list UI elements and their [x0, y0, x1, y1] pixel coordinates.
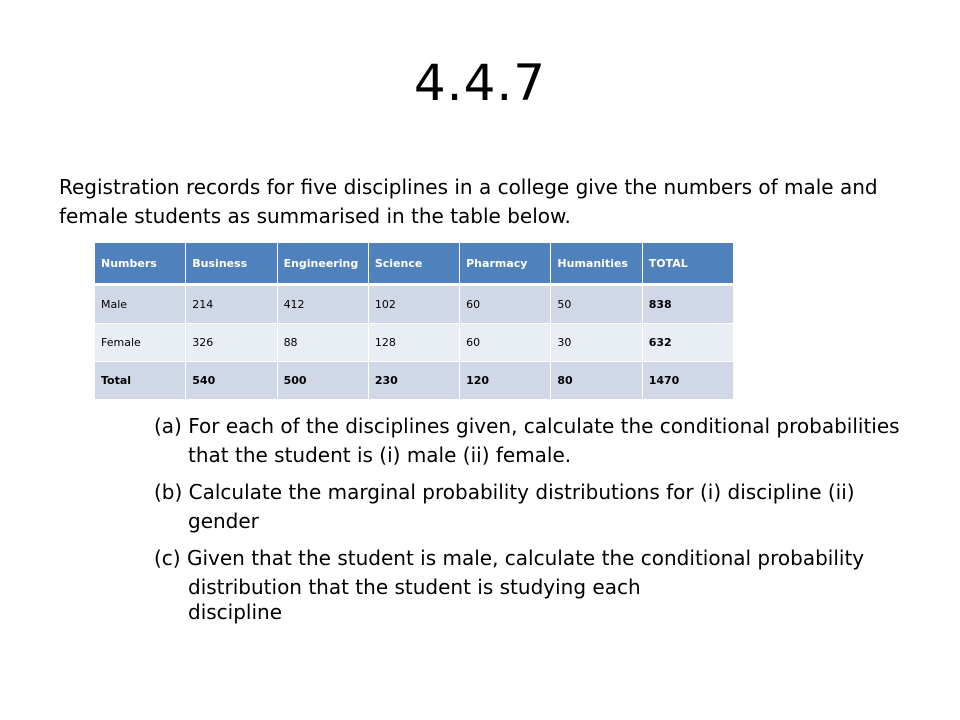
table-cell: Male — [95, 286, 186, 324]
table-cell: 500 — [278, 362, 369, 400]
table-cell: 412 — [278, 286, 369, 324]
header-science: Science — [369, 243, 460, 286]
table-cell: 120 — [460, 362, 551, 400]
table-header — [95, 243, 734, 286]
question-b: (b) Calculate the marginal probability distributions for (i) discipline (ii) gender — [154, 480, 855, 533]
header-total: TOTAL — [643, 243, 734, 286]
question-c: (c) Given that the student is male, calculate the conditional probability distribution that the student is studying each — [154, 546, 865, 599]
question-a: (a) For each of the disciplines given, calculate the conditional probabilities that the student is (i) male (ii) female. — [154, 414, 900, 467]
table-cell: Female — [95, 324, 186, 362]
table-header-row — [95, 243, 734, 286]
table-row-male — [95, 286, 734, 324]
table-cell-total: 1470 — [643, 362, 734, 400]
table-cell: 214 — [186, 286, 277, 324]
table-cell: 230 — [369, 362, 460, 400]
table-cell: 102 — [369, 286, 460, 324]
header-engineering: Engineering — [278, 243, 369, 286]
table-body — [95, 286, 734, 400]
header-numbers: Numbers — [95, 243, 186, 286]
question-list — [154, 412, 914, 627]
table-cell: 326 — [186, 324, 277, 362]
table-cell: 540 — [186, 362, 277, 400]
slide-title: 4.4.7 — [413, 54, 547, 112]
table-cell-total: 838 — [643, 286, 734, 324]
table-cell: 128 — [369, 324, 460, 362]
table-cell: 88 — [278, 324, 369, 362]
table-cell: Total — [95, 362, 186, 400]
table-cell: 50 — [551, 286, 642, 324]
table-cell: 60 — [460, 324, 551, 362]
header-business: Business — [186, 243, 277, 286]
table-row-female — [95, 324, 734, 362]
table-cell: 80 — [551, 362, 642, 400]
table-cell-total: 632 — [643, 324, 734, 362]
intro-paragraph: Registration records for five disciplines in a college give the numbers of male and female students as summarised in the table below. — [59, 175, 878, 228]
table-cell: 30 — [551, 324, 642, 362]
table-row-total — [95, 362, 734, 400]
header-pharmacy: Pharmacy — [460, 243, 551, 286]
question-c-continuation: discipline — [188, 600, 283, 624]
table-cell: 60 — [460, 286, 551, 324]
header-humanities: Humanities — [551, 243, 642, 286]
registration-table — [95, 243, 734, 400]
